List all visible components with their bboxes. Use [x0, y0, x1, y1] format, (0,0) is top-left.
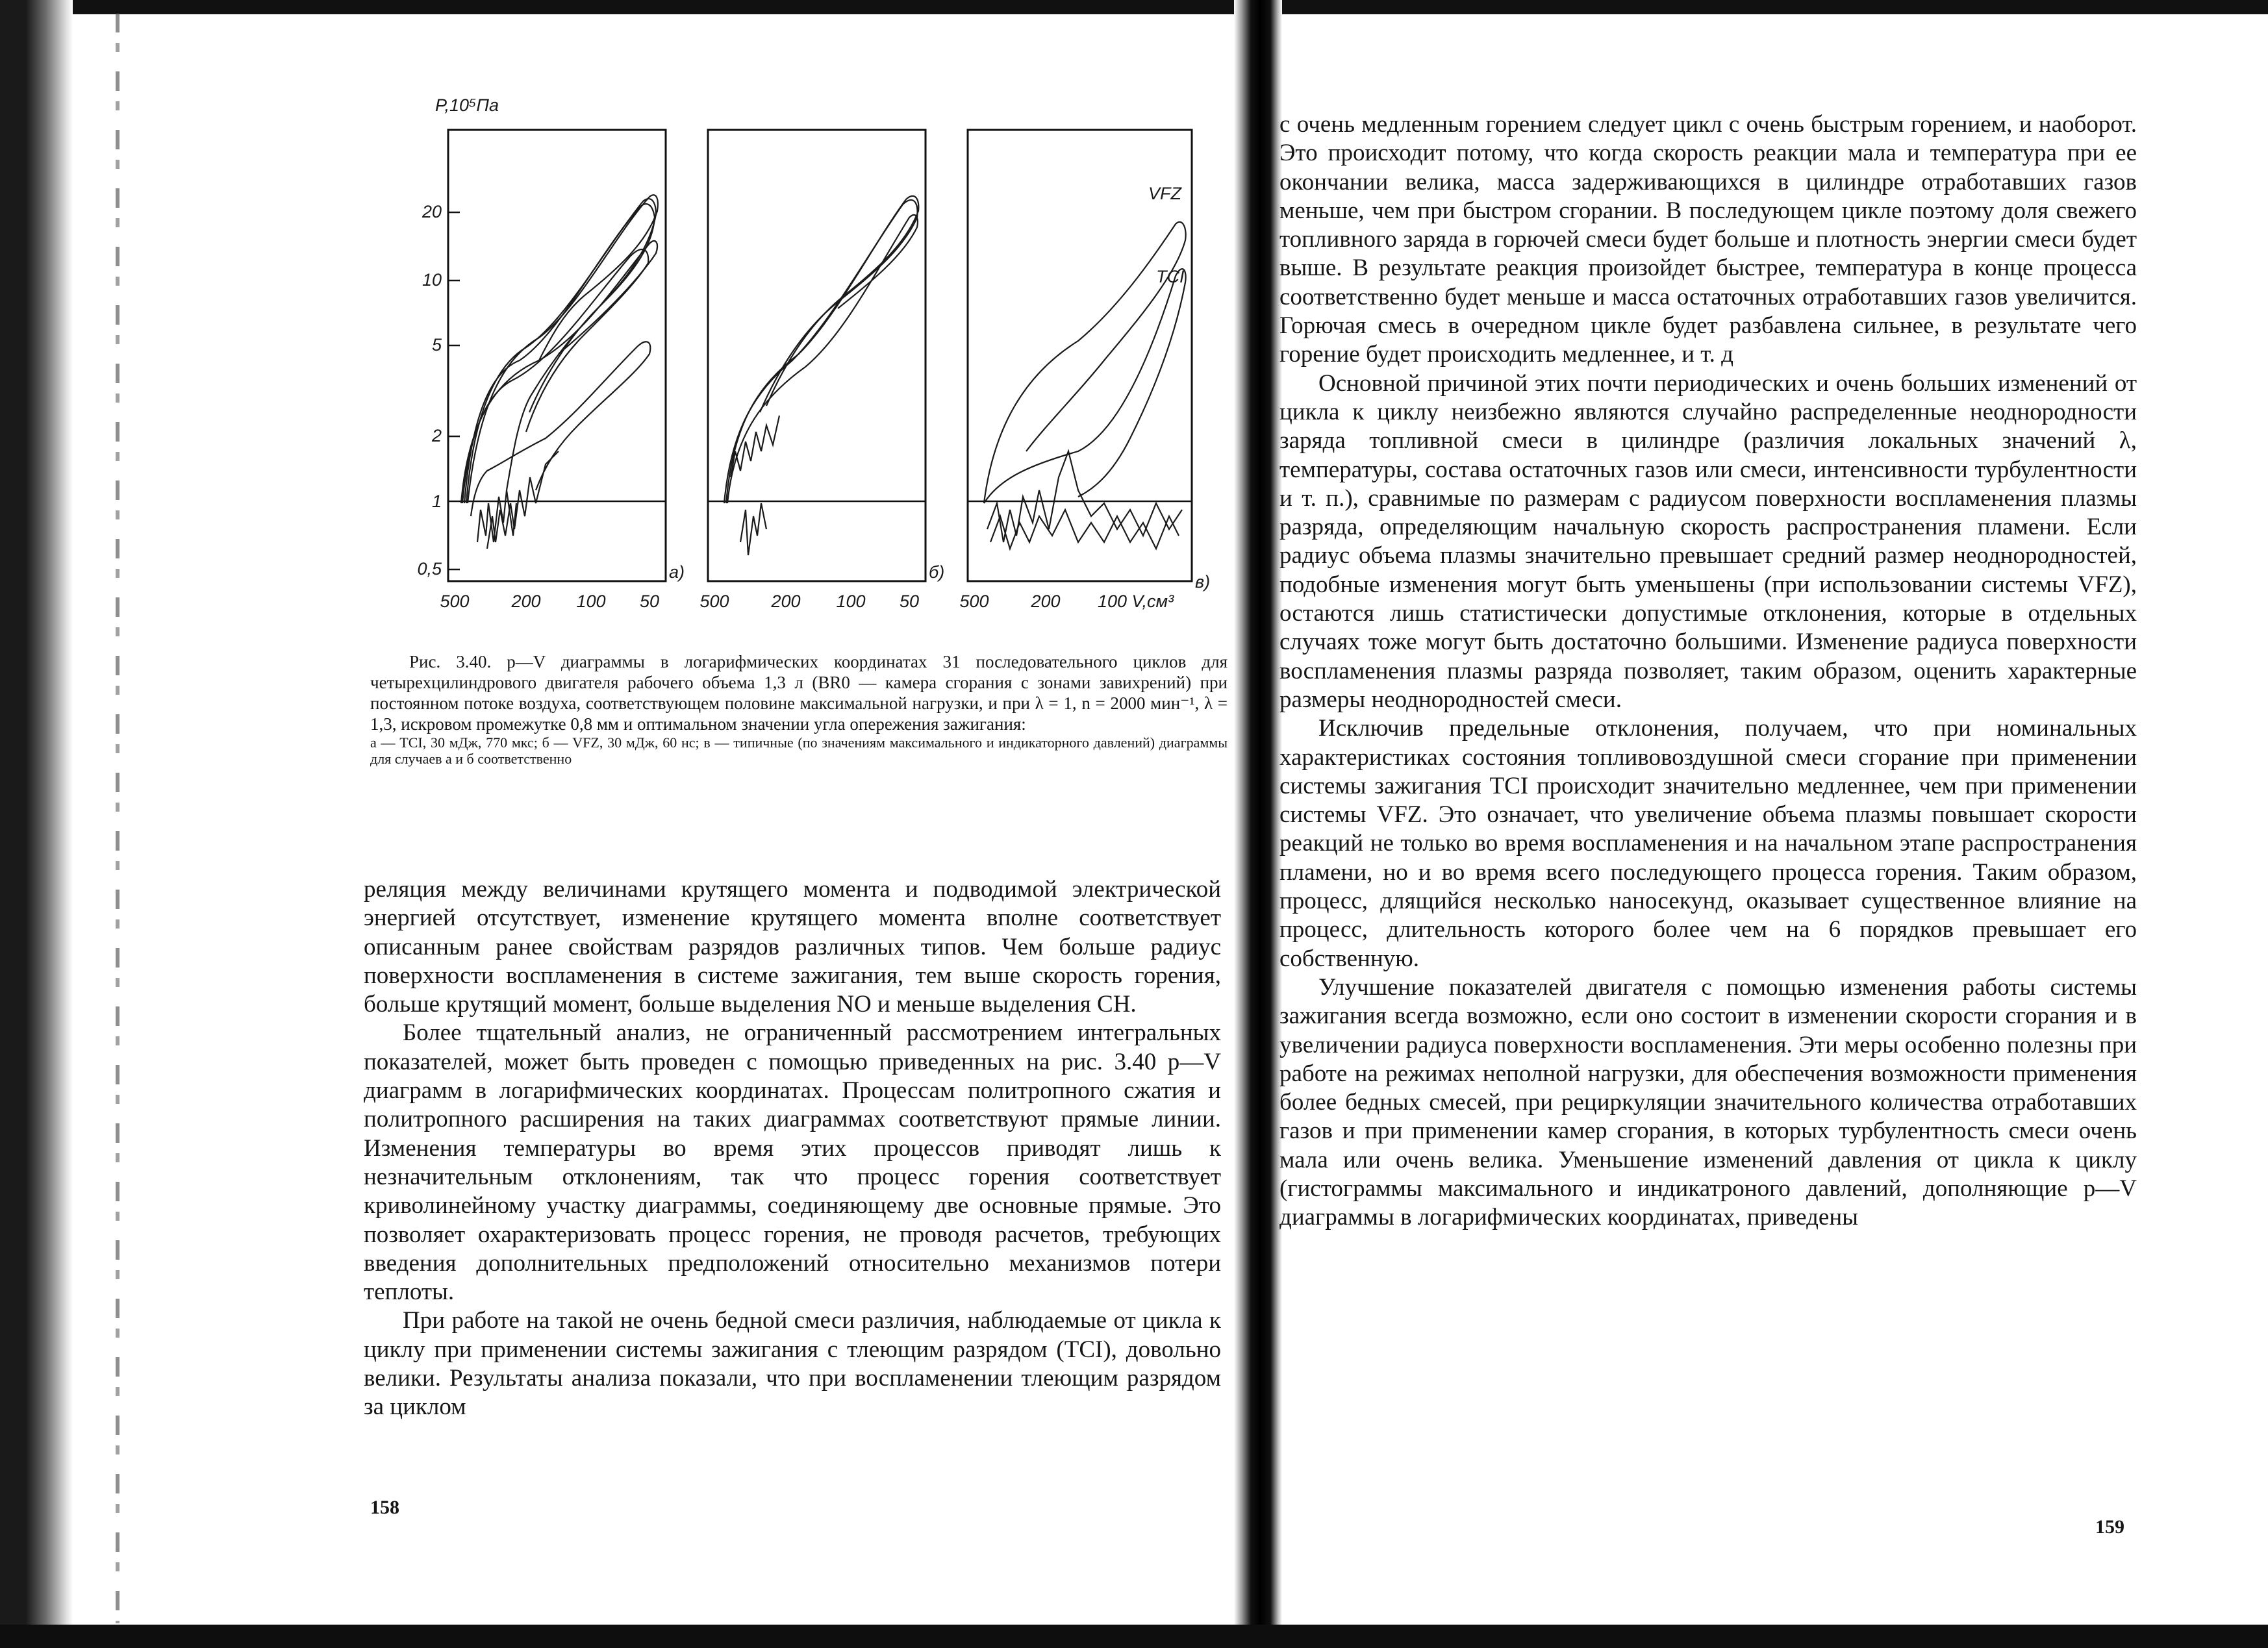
scan-border-left	[0, 0, 73, 1648]
panel-a	[440, 130, 685, 611]
y-tick-label: 5	[431, 335, 442, 355]
x-tick-label: 200	[1031, 592, 1061, 611]
right-page-body	[1279, 110, 2137, 1232]
y-axis-label: P,10⁵Па	[435, 95, 499, 115]
x-tick-label: 200	[511, 592, 541, 611]
paragraph: Более тщательный анализ, не ограниченный рассмотрением интегральных показателей, может быть проведен с помощью приведенных на рис. 3.40 p—V диаграмм в логарифмических координатах. Процессам политропного сжатия и политропного расширения на таких диаграммах соответствуют прямые линии. Изменения температуры во время этих процессов приводят лишь к незначительным отклонениям, так что процесс горения соответствует криволинейному участку диаграммы, соединяющему две основные прямые. Это позволяет охарактеризовать процесс горения, не проводя расчетов, требующих введения дополнительных предположений относительно механизмов потери теплоты.	[364, 1019, 1221, 1306]
y-tick-label: 20	[422, 202, 442, 221]
x-tick-label: 100	[576, 592, 606, 611]
figure-caption	[370, 651, 1228, 767]
x-tick-label: 500	[699, 592, 729, 611]
pv-diagrams	[390, 88, 1273, 633]
caption-text: Рис. 3.40. p—V диаграммы в логарифмических координатах 31 последовательного циклов для четырехцилиндрового двигателя рабочего объема 1,3 л (BR0 — камера сгорания с зонами завихрений) при постоянном потоке воздуха, соответствующем половине максимальной нагрузки, и при λ = 1, n = 2000 мин⁻¹, λ = 1,3, искровом промежутке 0,8 мм и оптимальном значении угла опережения зажигания:	[370, 652, 1228, 734]
paragraph: Улучшение показателей двигателя с помощью изменения работы системы зажигания всегда возможно, если оно состоит в изменении скорости сгорания и в увеличении радиуса поверхности воспламенения. Эти меры особенно полезны при работе на режимах неполной нагрузки, для обеспечения возможности применения более бедных смесей, при рециркуляции значительного количества отработавших газов и при применении камер сгорания, в которых турбулентность смеси очень мала или очень велика. Уменьшение изменений давления от цикла к циклу (гистограммы максимального и индикатроного давлений, дополняющие p—V диаграммы в логарифмических координатах, приведены	[1279, 973, 2137, 1231]
curve-label-tci: TCI	[1156, 267, 1185, 286]
x-tick-label: 50	[639, 592, 660, 611]
panel-c	[959, 130, 1210, 611]
panel-label: а)	[669, 562, 685, 582]
page-number-right: 159	[2095, 1516, 2124, 1538]
curve-tci	[984, 269, 1186, 503]
y-tick-label: 10	[422, 270, 442, 290]
x-tick-label: 500	[959, 592, 989, 611]
paragraph: Основной причиной этих почти периодических и очень больших изменений от цикла к циклу неизбежно являются случайно распределенные неоднородности заряда топливной смеси в цилиндре (различия локальных значений λ, температуры, состава остаточных газов или смеси, интенсивности турбулентности и т. п.), сравнимые по размерам с радиусом поверхности воспламенения плазмы разряда, определяющим начальную скорость распространения пламени. Если радиус объема плазмы значительно превышает средний размер неоднородностей, подобные изменения могут быть уменьшены (при использовании системы VFZ), остаются лишь статистически допустимые отклонения, которые в отдельных случаях тоже могут быть достаточно большими. Изменение радиуса поверхности воспламенения плазмы разряда позволяет, таким образом, оценить характерные размеры неоднородностей смеси.	[1279, 369, 2137, 713]
right-page	[1279, 0, 2137, 1623]
left-page	[364, 0, 1228, 1623]
panel-b	[699, 130, 944, 611]
scan-margin-artifact	[116, 13, 120, 1623]
left-page-body	[364, 875, 1221, 1422]
x-tick-label: 100 V,см³	[1098, 592, 1174, 611]
paragraph: с очень медленным горением следует цикл с очень быстрым горением, и наоборот. Это происходит потому, что когда скорость реакции мала и температура при ее окончании велика, масса задерживающихся в цилиндре отработавших газов меньше, чем при быстром сгорании. В последующем цикле поэтому доля свежего топливного заряда в горючей смеси будет больше и плотность энергии смеси будет выше. В результате реакция произойдет быстрее, температура в конце процесса соответственно будет меньше и масса остаточных отработавших газов увеличится. Горючая смесь в очередном цикле будет разбавлена сильнее, в результате чего горение будет происходить медленнее, и т. д	[1279, 111, 2137, 368]
x-tick-label: 50	[899, 592, 920, 611]
paragraph: При работе на такой не очень бедной смеси различия, наблюдаемые от цикла к циклу при применении системы зажигания с тлеющим разрядом (TCI), довольно велики. Результаты анализа показали, что при воспламенении тлеющим разрядом за циклом	[364, 1307, 1221, 1421]
x-tick-label: 500	[440, 592, 470, 611]
y-tick-label: 2	[431, 426, 442, 445]
y-axis-ticks	[417, 202, 442, 579]
caption-legend: а — TCI, 30 мДж, 770 мкс; б — VFZ, 30 мДж, 60 нс; в — типичные (по значениям максимального и индикаторного давлений) диаграммы для случаев а и б соответственно	[370, 734, 1228, 767]
x-tick-label: 200	[771, 592, 801, 611]
y-tick-label: 0,5	[417, 559, 442, 579]
y-tick-label: 1	[431, 492, 442, 511]
paragraph: реляция между величинами крутящего момента и подводимой электрической энергией отсутствует, изменение крутящего момента вполне соответствует описанным ранее свойствам разрядов различных типов. Чем больше радиус поверхности воспламенения в системе зажигания, тем выше скорость горения, больше крутящий момент, больше выделения NO и меньше выделения CH.	[364, 876, 1221, 1018]
figure-3-40	[390, 88, 1273, 633]
curve-vfz	[984, 222, 1186, 503]
cycle-curves	[461, 195, 658, 549]
curve-label-vfz: VFZ	[1148, 184, 1181, 203]
page-number-left: 158	[370, 1497, 399, 1518]
x-tick-label: 100	[836, 592, 866, 611]
panel-label: б)	[929, 562, 945, 582]
panel-label: в)	[1195, 572, 1211, 592]
paragraph: Исключив предельные отклонения, получаем, что при номинальных характеристиках состояния топливовоздушной смеси сгорание при применении системы зажигания TCI происходит значительно медленнее, чем при применении системы VFZ. Это означает, что увеличение объема плазмы повышает скорости реакций не только во время воспламенения и на начальном этапе распространения пламени, но и во время всего последующего процесса горения. Таким образом, процесс, длящийся несколько наносекунд, оказывает существенное влияние на процесс, длительность которого более чем на 6 порядков превышает его собственную.	[1279, 715, 2137, 972]
scan-border-bottom	[0, 1625, 2268, 1648]
